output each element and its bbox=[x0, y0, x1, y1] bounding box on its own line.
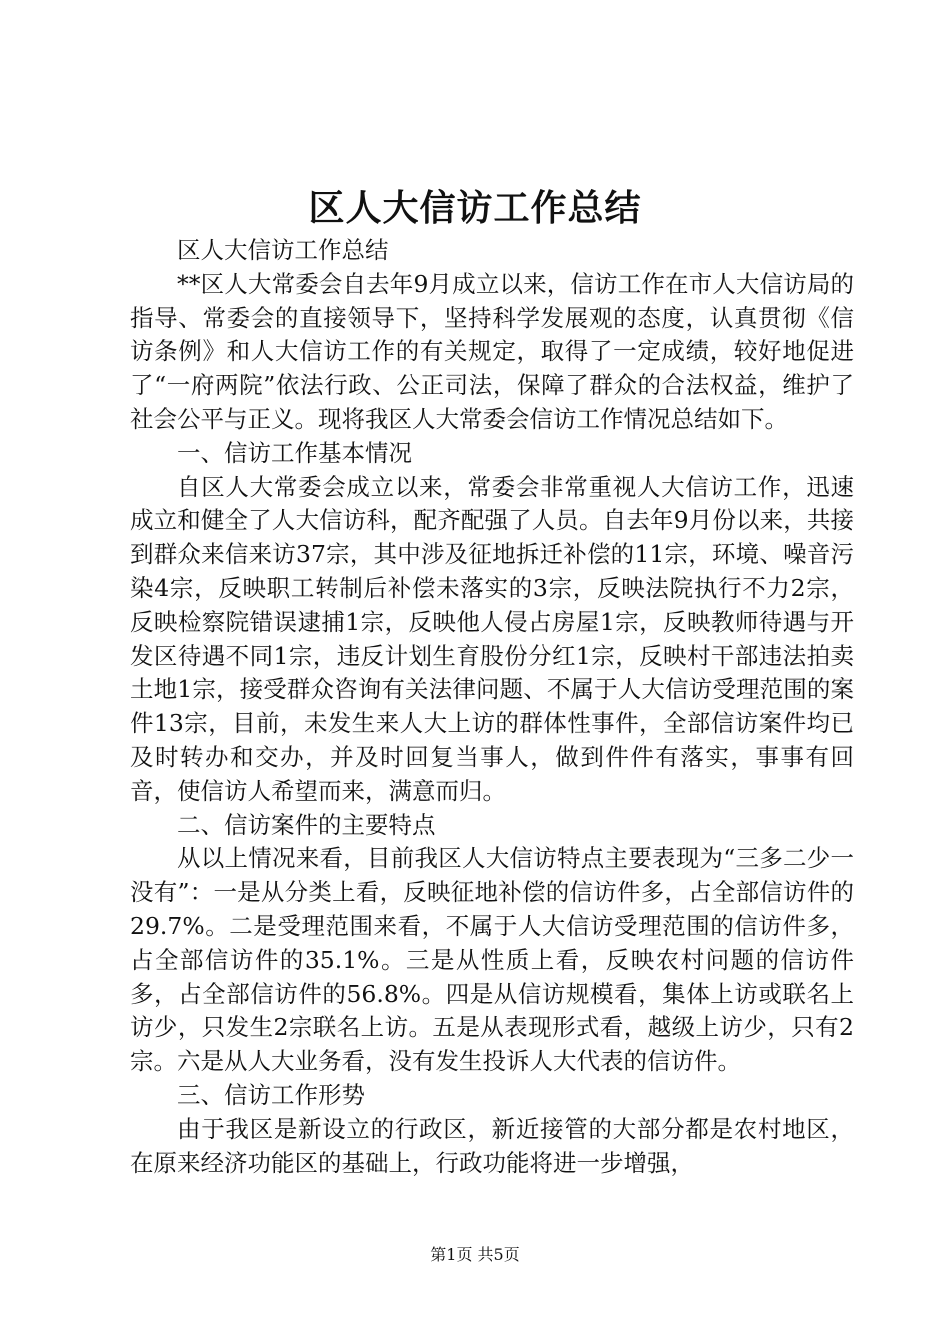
document-title: 区人大信访工作总结 bbox=[308, 187, 642, 229]
section-paragraph-1: 自区人大常委会成立以来，常委会非常重视人大信访工作，迅速成立和健全了人大信访科，配齐配强了人员。自去年9月份以来，共接到群众来信来访37宗，其中涉及征地拆迁补偿的11宗，环境、噪音污染4宗，反映职工转制后补偿未落实的3宗，反映法院执行不力2宗，反映检察院错误逮捕1宗，反映他人侵占房屋1宗，反映教师待遇与开发区待遇不同1宗，违反计划生育股份分红1宗，反映村干部违法拍卖土地1宗，接受群众咨询有关法律问题、不属于人大信访受理范围的案件13宗，目前，未发生来人大上访的群体性事件，全部信访案件均已及时转办和交办，并及时回复当事人，做到件件有落实，事事有回音，使信访人希望而来，满意而归。 bbox=[130, 472, 854, 805]
section-paragraph-2: 从以上情况来看，目前我区人大信访特点主要表现为“三多二少一没有”：一是从分类上看，反映征地补偿的信访件多，占全部信访件的29.7%。二是受理范围来看，不属于人大信访受理范围的信访件多，占全部信访件的35.1%。三是从性质上看，反映农村问题的信访件多，占全部信访件的56.8%。四是从信访规模看，集体上访或联名上访少，只发生2宗联名上访。五是从表现形式看，越级上访少，只有2宗。六是从人大业务看，没有发生投诉人大代表的信访件。 bbox=[130, 844, 854, 1076]
section-heading-3: 三、信访工作形势 bbox=[177, 1080, 365, 1109]
subtitle-paragraph: 区人大信访工作总结 bbox=[177, 236, 389, 264]
section-paragraph-3: 由于我区是新设立的行政区，新近接管的大部分都是农村地区，在原来经济功能区的基础上，行政功能将进一步增强， bbox=[130, 1114, 854, 1177]
page-footer: 第1页 共5页 bbox=[430, 1245, 520, 1264]
section-heading-1: 一、信访工作基本情况 bbox=[177, 438, 412, 467]
document-body bbox=[130, 234, 854, 1180]
intro-paragraph: **区人大常委会自去年9月成立以来，信访工作在市人大信访局的指导、常委会的直接领导下，坚持科学发展观的态度，认真贯彻《信访条例》和人大信访工作的有关规定，取得了一定成绩，较好地促进了“一府两院”依法行政、公正司法，保障了群众的合法权益，维护了社会公平与正义。现将我区人大常委会信访工作情况总结如下。 bbox=[130, 269, 854, 433]
section-heading-2: 二、信访案件的主要特点 bbox=[177, 810, 436, 839]
